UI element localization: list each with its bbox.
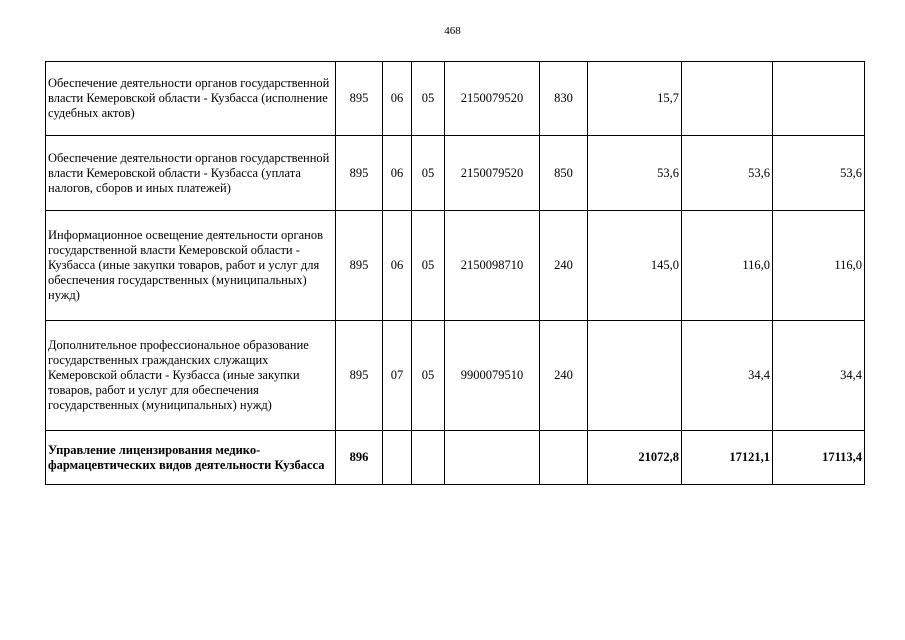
amount-2-cell: 17121,1 (682, 431, 773, 485)
amount-3-cell: 34,4 (773, 321, 865, 431)
subsection-code-cell: 05 (412, 211, 445, 321)
amount-2-cell (682, 62, 773, 136)
target-article-code-cell: 9900079510 (445, 321, 540, 431)
expense-type-code-cell: 850 (540, 136, 588, 211)
amount-1-cell: 145,0 (588, 211, 682, 321)
row-name-cell: Информационное освещение деятельности органов государственной власти Кемеровской области - Кузбасса (иные закупки товаров, работ и услуг для обеспечения государственных (муниципальных) нужд) (46, 211, 336, 321)
table-row (46, 431, 865, 485)
target-article-code-cell: 2150098710 (445, 211, 540, 321)
section-code-cell: 06 (383, 62, 412, 136)
amount-1-cell (588, 321, 682, 431)
row-name-cell: Дополнительное профессиональное образование государственных гражданских служащих Кемеровской области - Кузбасса (иные закупки товаров, работ и услуг для обеспечения государственных (муниципальных) нужд) (46, 321, 336, 431)
table-row (46, 62, 865, 136)
table-row (46, 321, 865, 431)
row-name-cell: Обеспечение деятельности органов государственной власти Кемеровской области - Кузбасса (уплата налогов, сборов и иных платежей) (46, 136, 336, 211)
amount-1-cell: 15,7 (588, 62, 682, 136)
department-code-cell: 895 (336, 62, 383, 136)
amount-2-cell: 34,4 (682, 321, 773, 431)
row-name-cell: Обеспечение деятельности органов государственной власти Кемеровской области - Кузбасса (исполнение судебных актов) (46, 62, 336, 136)
target-article-code-cell: 2150079520 (445, 136, 540, 211)
table-row (46, 211, 865, 321)
section-code-cell: 06 (383, 211, 412, 321)
subsection-code-cell: 05 (412, 136, 445, 211)
expense-type-code-cell: 240 (540, 321, 588, 431)
amount-3-cell: 116,0 (773, 211, 865, 321)
table-row (46, 136, 865, 211)
target-article-code-cell: 2150079520 (445, 62, 540, 136)
amount-1-cell: 21072,8 (588, 431, 682, 485)
department-code-cell: 895 (336, 211, 383, 321)
section-code-cell: 06 (383, 136, 412, 211)
amount-2-cell: 53,6 (682, 136, 773, 211)
target-article-code-cell (445, 431, 540, 485)
department-code-cell: 896 (336, 431, 383, 485)
subsection-code-cell: 05 (412, 321, 445, 431)
department-code-cell: 895 (336, 136, 383, 211)
budget-table (45, 61, 865, 485)
expense-type-code-cell: 240 (540, 211, 588, 321)
amount-1-cell: 53,6 (588, 136, 682, 211)
department-code-cell: 895 (336, 321, 383, 431)
subsection-code-cell (412, 431, 445, 485)
amount-3-cell: 53,6 (773, 136, 865, 211)
amount-3-cell: 17113,4 (773, 431, 865, 485)
subsection-code-cell: 05 (412, 62, 445, 136)
page-number: 468 (444, 25, 461, 37)
section-code-cell (383, 431, 412, 485)
amount-2-cell: 116,0 (682, 211, 773, 321)
expense-type-code-cell: 830 (540, 62, 588, 136)
expense-type-code-cell (540, 431, 588, 485)
row-name-cell: Управление лицензирования медико-фармацевтических видов деятельности Кузбасса (46, 431, 336, 485)
amount-3-cell (773, 62, 865, 136)
section-code-cell: 07 (383, 321, 412, 431)
